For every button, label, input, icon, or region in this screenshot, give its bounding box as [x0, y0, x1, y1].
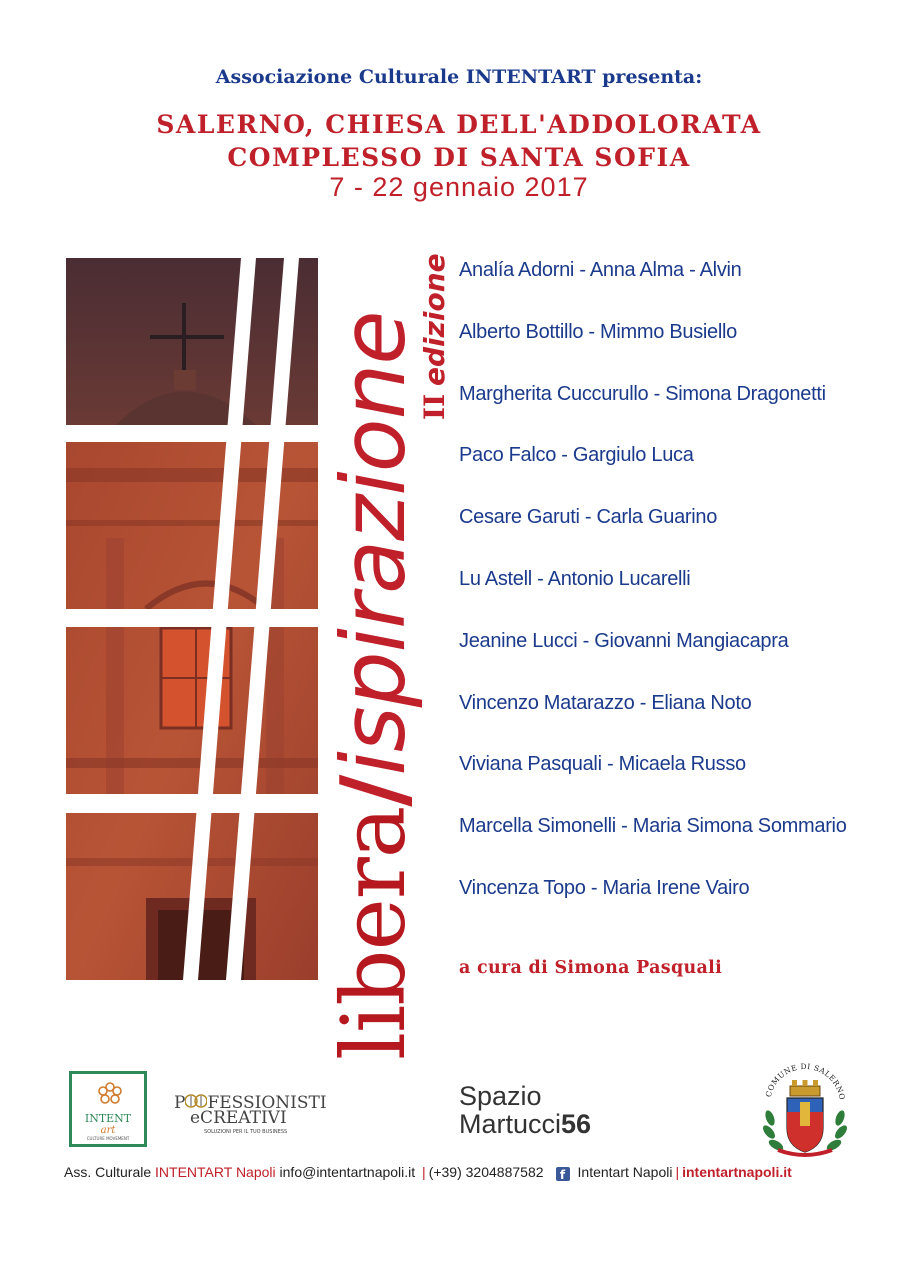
list-item: Viviana Pasquali - Micaela Russo	[459, 753, 746, 776]
facebook-icon[interactable]: f	[556, 1167, 570, 1181]
presenter-line: Associazione Culturale INTENTART presenta:	[215, 66, 703, 88]
list-item: Vincenzo Matarazzo - Eliana Noto	[459, 691, 752, 714]
intent-logo-tagline: CULTURE MOVEMENT	[86, 1136, 130, 1141]
pro-logo-p: P	[174, 1093, 186, 1113]
professionisti-creativi-logo	[174, 1093, 327, 1138]
list-item: Vincenza Topo - Maria Irene Vairo	[459, 876, 750, 899]
list-item: Paco Falco - Gargiulo Luca	[459, 444, 694, 467]
list-item: Jeanine Lucci - Giovanni Mangiacapra	[459, 629, 789, 652]
intentart-logo	[69, 1071, 147, 1147]
edition-word: edizione	[418, 253, 451, 387]
spazio-line2: Martucci	[459, 1109, 562, 1139]
intent-logo-art: art	[100, 1125, 116, 1136]
crest-text: COMUNE DI SALERNO	[763, 1061, 847, 1101]
curator-line: a cura di Simona Pasquali	[459, 958, 723, 978]
exhibition-title	[322, 230, 428, 1060]
title-part-ispirazione: ispirazione	[322, 311, 425, 776]
title-part-libera: libera	[322, 806, 425, 1060]
church-photo	[66, 258, 318, 980]
footer-website[interactable]: intentartnapoli.it	[682, 1164, 792, 1180]
scales-icon	[185, 1093, 207, 1109]
spazio-line1: Spazio	[459, 1081, 542, 1111]
spazio-martucci-logo	[459, 1082, 591, 1138]
footer-facebook-name[interactable]: Intentart Napoli	[577, 1164, 673, 1180]
footer-separator: |	[675, 1164, 680, 1180]
pro-logo-fessionisti: FESSIONISTI	[207, 1093, 327, 1113]
footer-assoc-name: INTENTART Napoli	[155, 1164, 276, 1180]
footer-assoc-prefix: Ass. Culturale	[64, 1164, 156, 1180]
event-dates: 7 - 22 gennaio 2017	[329, 172, 589, 202]
list-item: Margherita Cuccurullo - Simona Dragonetti	[459, 382, 826, 405]
title-slash: /	[322, 775, 425, 807]
list-item: Alberto Bottillo - Mimmo Busiello	[459, 320, 737, 343]
footer	[64, 1164, 864, 1181]
flower-icon	[96, 1080, 124, 1108]
footer-separator: |	[422, 1164, 426, 1180]
venue-line-2: COMPLESSO DI SANTA SOFIA	[227, 143, 691, 172]
pro-logo-creativi: eCREATIVI	[190, 1108, 287, 1128]
list-item: Analía Adorni - Anna Alma - Alvin	[459, 259, 742, 281]
spazio-number: 56	[561, 1109, 592, 1139]
edition-number: II	[418, 393, 451, 420]
edition-label	[418, 230, 458, 420]
list-item: Marcella Simonelli - Maria Simona Sommario	[459, 815, 847, 838]
venue-line-1: SALERNO, CHIESA DELL'ADDOLORATA	[156, 110, 762, 139]
list-item: Lu Astell - Antonio Lucarelli	[459, 567, 691, 590]
footer-email[interactable]: info@intentartnapoli.it	[279, 1164, 416, 1180]
list-item: Cesare Garuti - Carla Guarino	[459, 506, 718, 529]
intent-logo-text: INTENT	[84, 1112, 132, 1125]
comune-salerno-crest	[756, 1056, 854, 1162]
artist-list	[459, 258, 899, 938]
pro-logo-tagline: SOLUZIONI PER IL TUO BUSINESS	[204, 1129, 288, 1135]
footer-phone: (+39) 3204887582	[428, 1164, 544, 1180]
